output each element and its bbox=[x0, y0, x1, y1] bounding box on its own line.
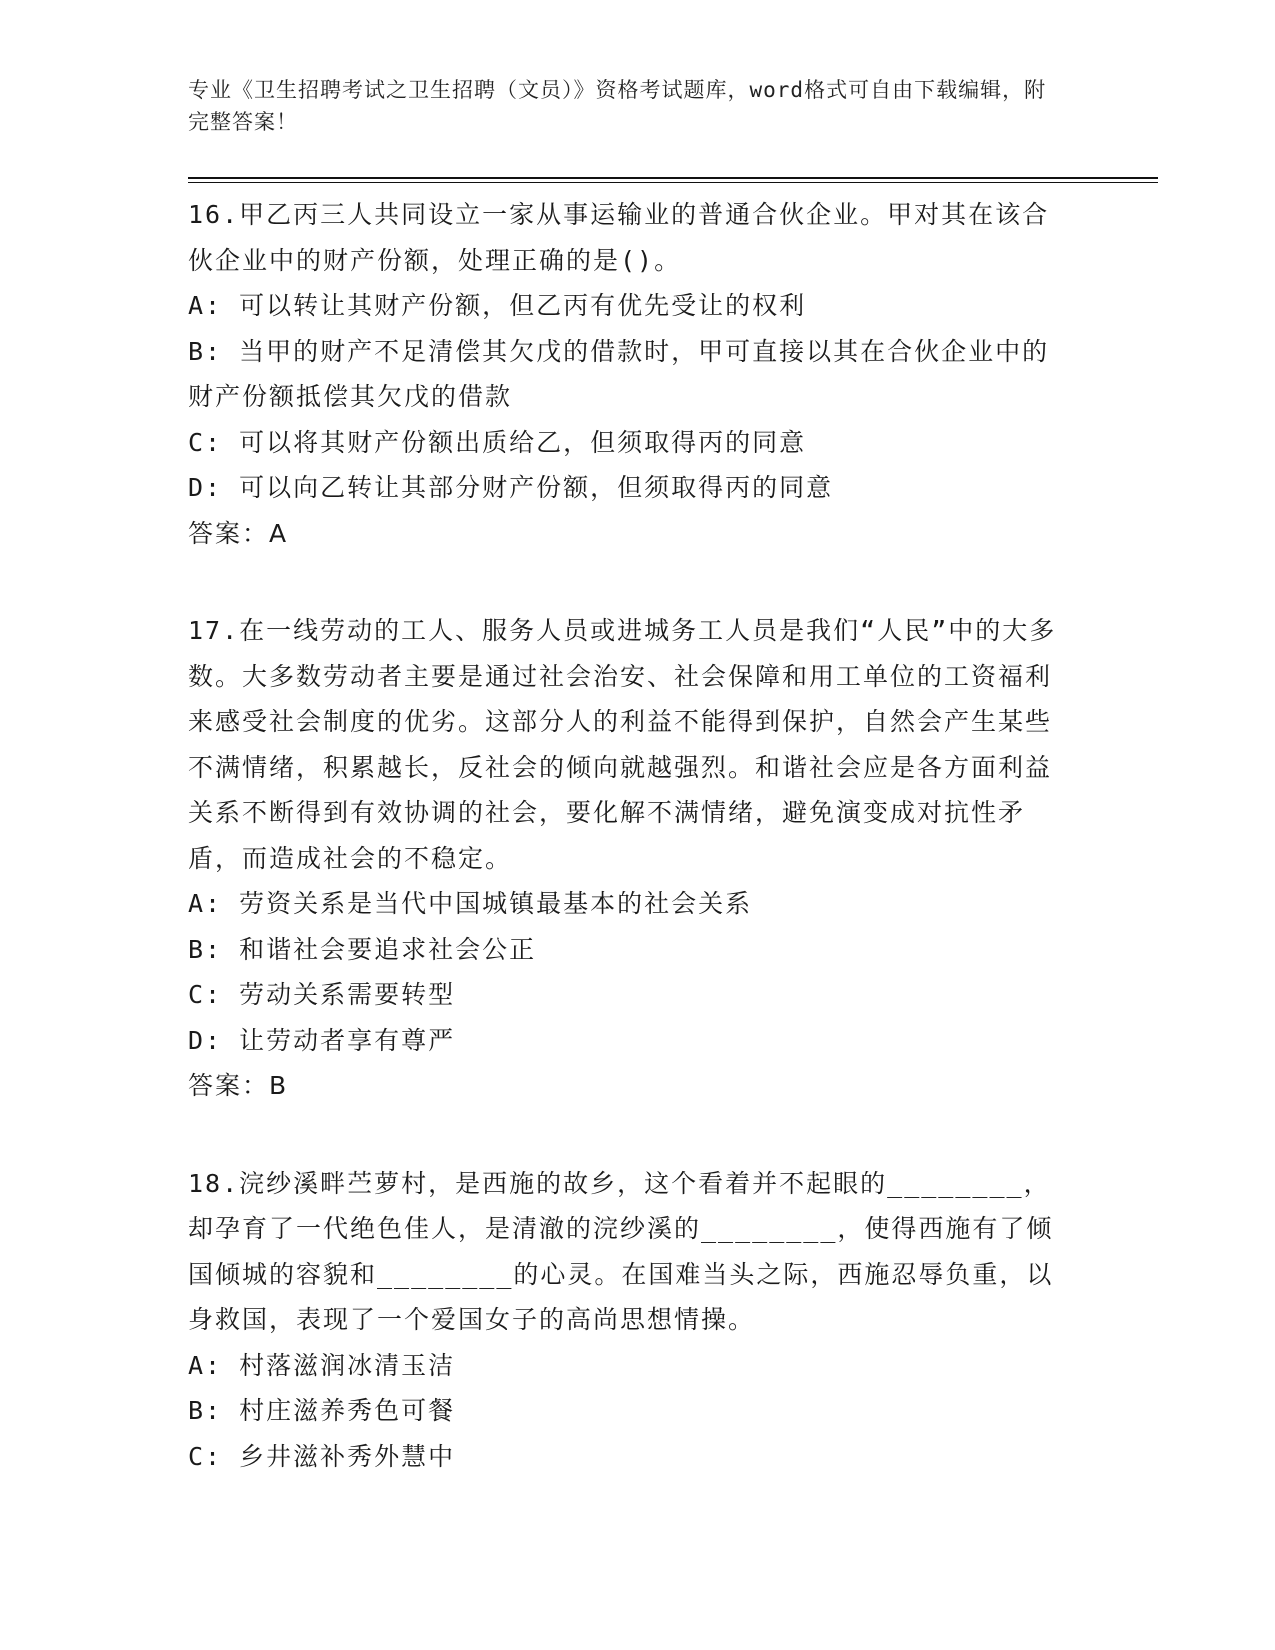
question-stem: 16.甲乙丙三人共同设立一家从事运输业的普通合伙企业。甲对其在该合伙企业中的财产份额，处理正确的是()。 bbox=[188, 200, 1050, 275]
question-stem: 17.在一线劳动的工人、服务人员或进城务工人员是我们“人民”中的大多数。大多数劳动者主要是通过社会治安、社会保障和用工单位的工资福利来感受社会制度的优劣。这部分人的利益不能得到保护，自然会产生某些不满情绪，积累越长，反社会的倾向就越强烈。和谐社会应是各方面利益关系不断得到有效协调的社会，要化解不满情绪，避免演变成对抗性矛盾，而造成社会的不稳定。 bbox=[188, 616, 1057, 873]
option-a: A: 劳资关系是当代中国城镇最基本的社会关系 bbox=[188, 889, 753, 918]
option-d: D: 让劳动者享有尊严 bbox=[188, 1025, 456, 1055]
question-18 bbox=[188, 1161, 1068, 1480]
option-b: B: 当甲的财产不足清偿其欠戊的借款时，甲可直接以其在合伙企业中的财产份额抵偿其欠戊的借款 bbox=[188, 336, 1050, 411]
question-list bbox=[188, 192, 1068, 1479]
question-17 bbox=[188, 608, 1068, 1109]
option-a: A: 村落滋润冰清玉洁 bbox=[188, 1350, 456, 1380]
header-rule-thin bbox=[188, 182, 1158, 183]
question-stem: 18.浣纱溪畔苎萝村，是西施的故乡，这个看着并不起眼的________，却孕育了一代绝色佳人，是清澈的浣纱溪的________，使得西施有了倾国倾城的容貌和________的心灵。在国难当头之际，西施忍辱负重，以身救国，表现了一个爱国女子的高尚思想情操。 bbox=[188, 1168, 1054, 1334]
option-c: C: 劳动关系需要转型 bbox=[188, 980, 456, 1009]
option-b: B: 村庄滋养秀色可餐 bbox=[188, 1396, 456, 1425]
answer-line: 答案：A bbox=[188, 518, 289, 548]
answer-line: 答案：B bbox=[188, 1071, 289, 1100]
question-16 bbox=[188, 192, 1068, 556]
option-a: A: 可以转让其财产份额，但乙丙有优先受让的权利 bbox=[188, 291, 807, 320]
header-rule-thick bbox=[188, 177, 1158, 179]
document-header: 专业《卫生招聘考试之卫生招聘（文员）》资格考试题库，word格式可自由下载编辑，附完整答案！ bbox=[188, 78, 1047, 134]
option-c: C: 乡井滋补秀外慧中 bbox=[188, 1441, 456, 1471]
option-b: B: 和谐社会要追求社会公正 bbox=[188, 934, 537, 964]
option-c: C: 可以将其财产份额出质给乙，但须取得丙的同意 bbox=[188, 427, 807, 457]
option-d: D: 可以向乙转让其部分财产份额，但须取得丙的同意 bbox=[188, 473, 834, 502]
